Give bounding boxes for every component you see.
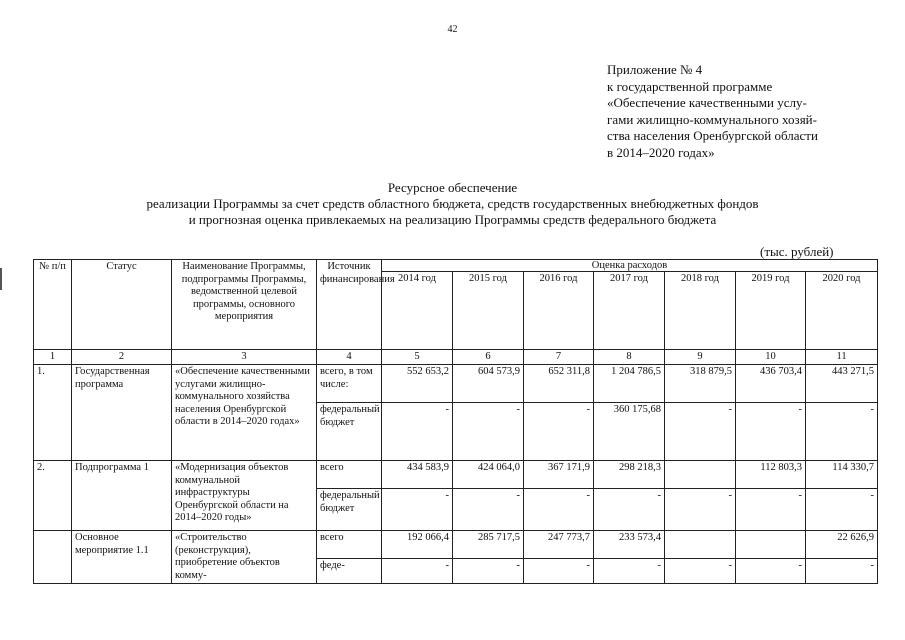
value-cell: 112 803,3 [736, 461, 806, 489]
value-cell: - [453, 403, 524, 461]
row-source: всего [317, 531, 382, 559]
value-cell [736, 531, 806, 559]
row-source: феде- [317, 558, 382, 583]
value-cell: 247 773,7 [524, 531, 594, 559]
row-source: всего [317, 461, 382, 489]
column-index: 8 [594, 350, 665, 365]
value-cell: - [665, 558, 736, 583]
value-cell: 1 204 786,5 [594, 365, 665, 403]
row-num: 2. [34, 461, 72, 531]
appendix-line: «Обеспечение качественными услу- [607, 95, 807, 110]
value-cell: - [806, 403, 878, 461]
value-cell: 424 064,0 [453, 461, 524, 489]
value-cell: - [736, 558, 806, 583]
value-cell: 443 271,5 [806, 365, 878, 403]
appendix-note [607, 62, 897, 161]
value-cell: - [665, 403, 736, 461]
value-cell: 233 573,4 [594, 531, 665, 559]
resource-table [33, 259, 878, 584]
row-name: «Обеспечение качественными услугами жилищно-коммунального хозяйства населения Оренбургской области в 2014–2020 годах» [172, 365, 317, 461]
header-source: Источник финансирования [317, 260, 382, 350]
value-cell: - [665, 489, 736, 531]
value-cell: - [524, 403, 594, 461]
value-cell: - [524, 558, 594, 583]
header-year: 2014 год [382, 272, 453, 350]
header-year: 2016 год [524, 272, 594, 350]
value-cell: 318 879,5 [665, 365, 736, 403]
header-estimate: Оценка расходов [382, 260, 878, 272]
table-row [34, 531, 878, 559]
row-source: федеральный бюджет [317, 403, 382, 461]
document-heading [0, 180, 905, 228]
header-year: 2017 год [594, 272, 665, 350]
header-status: Статус [72, 260, 172, 350]
table-row [34, 461, 878, 489]
column-index: 1 [34, 350, 72, 365]
header-year: 2015 год [453, 272, 524, 350]
header-row [34, 260, 878, 272]
value-cell: 114 330,7 [806, 461, 878, 489]
appendix-line: ства населения Оренбургской области [607, 128, 818, 143]
row-name: «Строительство (реконструкция), приобретение объектов комму- [172, 531, 317, 584]
header-name: Наименование Программы, подпрограммы Программы, ведомственной целевой программы, основного мероприятия [172, 260, 317, 350]
value-cell: - [806, 558, 878, 583]
row-num: 1. [34, 365, 72, 461]
row-num [34, 531, 72, 584]
value-cell: 367 171,9 [524, 461, 594, 489]
row-name: «Модернизация объектов коммунальной инфраструктуры Оренбургской области на 2014–2020 годы» [172, 461, 317, 531]
value-cell: - [524, 489, 594, 531]
value-cell: - [382, 558, 453, 583]
header-year: 2019 год [736, 272, 806, 350]
column-index: 6 [453, 350, 524, 365]
value-cell: 192 066,4 [382, 531, 453, 559]
header-year: 2018 год [665, 272, 736, 350]
column-index-row [34, 350, 878, 365]
value-cell: - [453, 489, 524, 531]
row-source: всего, в том числе: [317, 365, 382, 403]
appendix-line: к государственной программе [607, 78, 773, 94]
heading-subtitle: и прогнозная оценка привлекаемых на реализацию Программы средств федерального бюджета [188, 212, 717, 227]
appendix-line: гами жилищно-коммунального хозяй- [607, 111, 817, 127]
value-cell: - [736, 489, 806, 531]
heading-title: Ресурсное обеспечение [387, 180, 518, 195]
appendix-line: в 2014–2020 годах» [607, 144, 715, 160]
value-cell: 22 626,9 [806, 531, 878, 559]
row-source: федеральный бюджет [317, 489, 382, 531]
column-index: 3 [172, 350, 317, 365]
row-status: Основное мероприятие 1.1 [72, 531, 172, 584]
value-cell: - [594, 489, 665, 531]
column-index: 7 [524, 350, 594, 365]
value-cell: 298 218,3 [594, 461, 665, 489]
margin-mark [0, 268, 2, 290]
value-cell [665, 531, 736, 559]
value-cell: 360 175,68 [594, 403, 665, 461]
column-index: 10 [736, 350, 806, 365]
value-cell: - [382, 403, 453, 461]
heading-subtitle: реализации Программы за счет средств областного бюджета, средств государственных внебюджетных фондов [146, 196, 759, 211]
row-status: Государственная программа [72, 365, 172, 461]
header-year: 2020 год [806, 272, 878, 350]
value-cell: - [594, 558, 665, 583]
value-cell: 604 573,9 [453, 365, 524, 403]
column-index: 11 [806, 350, 878, 365]
value-cell: - [453, 558, 524, 583]
column-index: 9 [665, 350, 736, 365]
row-status: Подпрограмма 1 [72, 461, 172, 531]
table-row [34, 365, 878, 403]
column-index: 5 [382, 350, 453, 365]
value-cell: - [382, 489, 453, 531]
value-cell: 434 583,9 [382, 461, 453, 489]
header-num: № п/п [34, 260, 72, 350]
units-label: (тыс. рублей) [760, 244, 834, 259]
value-cell: - [736, 403, 806, 461]
value-cell [665, 461, 736, 489]
value-cell: 652 311,8 [524, 365, 594, 403]
value-cell: 285 717,5 [453, 531, 524, 559]
value-cell: 436 703,4 [736, 365, 806, 403]
column-index: 4 [317, 350, 382, 365]
value-cell: - [806, 489, 878, 531]
appendix-line: Приложение № 4 [607, 62, 703, 77]
value-cell: 552 653,2 [382, 365, 453, 403]
column-index: 2 [72, 350, 172, 365]
page-number: 42 [447, 24, 458, 35]
